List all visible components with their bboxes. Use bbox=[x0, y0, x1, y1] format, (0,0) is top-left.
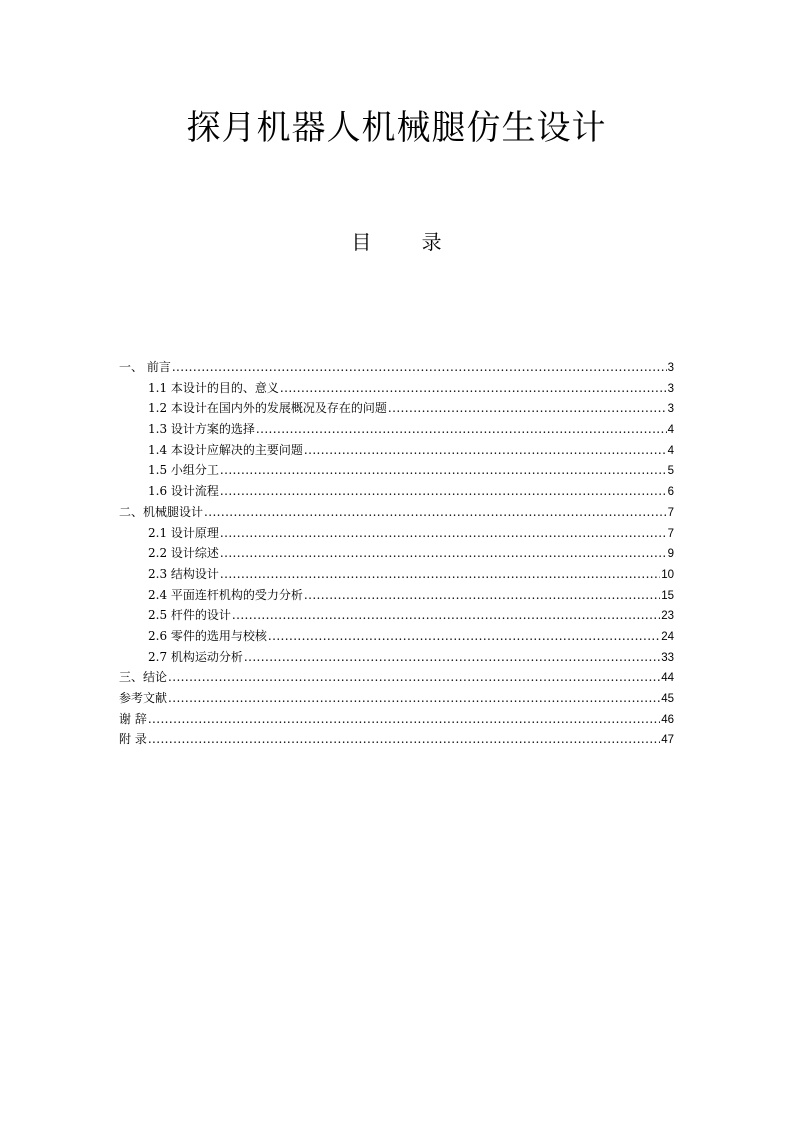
toc-page-number: 4 bbox=[667, 424, 674, 437]
toc-entry-2-6[interactable] bbox=[119, 626, 674, 647]
dot-leader bbox=[168, 688, 660, 709]
toc-page-number: 3 bbox=[667, 382, 674, 395]
toc-page-number: 10 bbox=[661, 568, 674, 581]
toc-entry-1-1[interactable] bbox=[119, 378, 674, 399]
dot-leader bbox=[304, 585, 660, 606]
dot-leader bbox=[220, 564, 660, 585]
toc-entry-label: 2.6 零件的选用与校核 bbox=[148, 628, 267, 643]
toc-entry-label: 参考文献 bbox=[119, 691, 168, 705]
toc-entry-label: 1.6 设计流程 bbox=[148, 484, 219, 499]
toc-entry-label: 一、 前言 bbox=[119, 360, 171, 374]
toc-entry-leg-design[interactable] bbox=[119, 502, 674, 523]
toc-entry-1-3[interactable] bbox=[119, 419, 674, 440]
toc-entry-2-1[interactable] bbox=[119, 523, 674, 544]
toc-page-number: 7 bbox=[667, 506, 674, 519]
toc-page-number: 7 bbox=[667, 527, 674, 540]
toc-entry-references[interactable] bbox=[119, 688, 674, 709]
dot-leader bbox=[244, 647, 660, 668]
dot-leader bbox=[172, 357, 667, 378]
toc-entry-2-4[interactable] bbox=[119, 585, 674, 606]
toc-entry-conclusion[interactable] bbox=[119, 667, 674, 688]
toc-page-number: 6 bbox=[667, 486, 674, 499]
toc-entry-label: 1.4 本设计应解决的主要问题 bbox=[148, 442, 303, 457]
toc-entry-label: 1.3 设计方案的选择 bbox=[148, 422, 255, 437]
toc-page-number: 46 bbox=[661, 713, 674, 726]
toc-entry-appendix[interactable] bbox=[119, 729, 674, 750]
toc-page-number: 3 bbox=[667, 362, 674, 374]
toc-entry-label: 三、结论 bbox=[119, 670, 168, 685]
toc-entry-label: 2.1 设计原理 bbox=[148, 525, 219, 540]
dot-leader bbox=[204, 502, 667, 523]
toc-entry-1-4[interactable] bbox=[119, 440, 674, 461]
toc-page-number: 5 bbox=[667, 465, 674, 478]
toc-entry-label: 谢 辞 bbox=[119, 711, 147, 726]
dot-leader bbox=[220, 543, 667, 564]
dot-leader bbox=[220, 460, 667, 481]
toc-page-number: 4 bbox=[667, 444, 674, 457]
toc-entry-label: 1.1 本设计的目的、意义 bbox=[148, 380, 279, 395]
dot-leader bbox=[148, 709, 660, 730]
toc-entry-preface[interactable] bbox=[119, 357, 674, 378]
table-of-contents bbox=[119, 357, 674, 750]
toc-page-number: 9 bbox=[667, 548, 674, 561]
toc-entry-2-7[interactable] bbox=[119, 647, 674, 668]
toc-entry-1-6[interactable] bbox=[119, 481, 674, 502]
toc-page-number: 45 bbox=[661, 693, 674, 705]
toc-entry-1-5[interactable] bbox=[119, 460, 674, 481]
toc-entry-2-5[interactable] bbox=[119, 605, 674, 626]
dot-leader bbox=[304, 440, 667, 461]
toc-entry-label: 1.5 小组分工 bbox=[148, 463, 219, 478]
toc-entry-label: 2.3 结构设计 bbox=[148, 566, 219, 581]
toc-page-number: 23 bbox=[661, 610, 674, 623]
toc-entry-label: 附 录 bbox=[119, 732, 147, 747]
dot-leader bbox=[168, 667, 660, 688]
toc-entry-label: 二、机械腿设计 bbox=[119, 504, 204, 519]
toc-entry-label: 2.2 设计综述 bbox=[148, 546, 219, 561]
toc-entry-2-3[interactable] bbox=[119, 564, 674, 585]
toc-entry-label: 2.4 平面连杆机构的受力分析 bbox=[148, 587, 303, 602]
dot-leader bbox=[220, 523, 667, 544]
toc-page-number: 47 bbox=[661, 734, 674, 747]
toc-entry-1-2[interactable] bbox=[119, 398, 674, 419]
toc-page-number: 33 bbox=[661, 651, 674, 664]
toc-heading: 目 录 bbox=[351, 230, 464, 254]
dot-leader bbox=[220, 481, 667, 502]
toc-entry-acknowledgements[interactable] bbox=[119, 709, 674, 730]
dot-leader bbox=[148, 729, 660, 750]
toc-page-number: 15 bbox=[661, 589, 674, 602]
dot-leader bbox=[256, 419, 667, 440]
toc-entry-label: 2.5 杆件的设计 bbox=[148, 608, 231, 623]
toc-page-number: 24 bbox=[661, 630, 674, 643]
toc-entry-label: 1.2 本设计在国内外的发展概况及存在的问题 bbox=[148, 401, 387, 416]
dot-leader bbox=[268, 626, 660, 647]
toc-page-number: 44 bbox=[661, 672, 674, 685]
dot-leader bbox=[388, 398, 667, 419]
toc-page-number: 3 bbox=[667, 403, 674, 416]
dot-leader bbox=[280, 378, 667, 399]
toc-entry-label: 2.7 机构运动分析 bbox=[148, 649, 243, 664]
toc-entry-2-2[interactable] bbox=[119, 543, 674, 564]
dot-leader bbox=[232, 605, 660, 626]
document-title: 探月机器人机械腿仿生设计 bbox=[186, 108, 607, 148]
